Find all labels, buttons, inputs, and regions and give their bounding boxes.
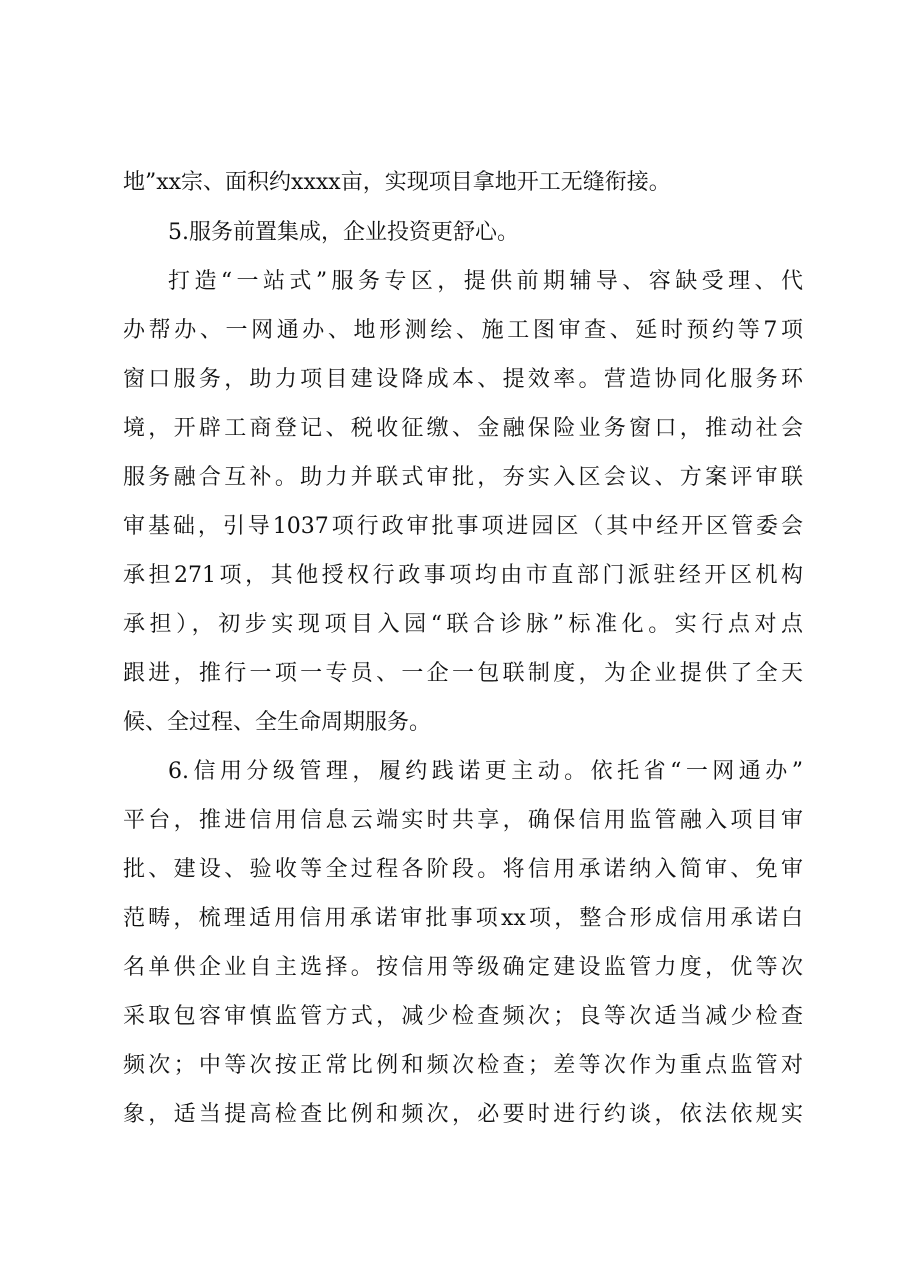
body-text-line: 采取包容审慎监管方式，减少检查频次；良等次适当减少检查 [123,1004,803,1029]
body-text-line: 批、建设、验收等全过程各阶段。将信用承诺纳入简审、免审 [123,857,803,882]
body-text-line: 范畴，梳理适用信用承诺审批事项xx项，整合形成信用承诺白 [123,906,803,931]
section-heading-6-paragraph: 6.信用分级管理，履约践诺更主动。依托省“一网通办” [168,759,803,784]
body-text-line: 承担271项，其他授权行政事项均由市直部门派驻经开区机构 [123,563,803,588]
body-text-line: 地”xx宗、面积约xxxx亩，实现项目拿地开工无缝衔接。 [123,170,671,195]
body-text-line: 候、全过程、全生命周期服务。 [123,710,432,735]
body-text-line: 象，适当提高检查比例和频次，必要时进行约谈，依法依规实 [123,1102,803,1127]
section-heading-5: 5.服务前置集成，企业投资更舒心。 [168,220,519,245]
body-text-line: 窗口服务，助力项目建设降成本、提效率。营造协同化服务环 [123,367,803,392]
body-text-line: 境，开辟工商登记、税收征缴、金融保险业务窗口，推动社会 [123,416,803,441]
body-text-line: 打造“一站式”服务专区，提供前期辅导、容缺受理、代 [168,269,803,294]
body-text-line: 承担），初步实现项目入园“联合诊脉”标准化。实行点对点 [123,612,803,637]
body-text-line: 服务融合互补。助力并联式审批，夯实入区会议、方案评审联 [123,465,803,490]
body-text-line: 平台，推进信用信息云端实时共享，确保信用监管融入项目审 [123,808,803,833]
body-text-line: 频次；中等次按正常比例和频次检查；差等次作为重点监管对 [123,1053,803,1078]
body-text-line: 跟进，推行一项一专员、一企一包联制度，为企业提供了全天 [123,661,803,686]
body-text-line: 审基础，引导1037项行政审批事项进园区（其中经开区管委会 [123,514,803,539]
body-text-line: 办帮办、一网通办、地形测绘、施工图审查、延时预约等7项 [123,318,803,343]
body-text-line: 名单供企业自主选择。按信用等级确定建设监管力度，优等次 [123,955,803,980]
